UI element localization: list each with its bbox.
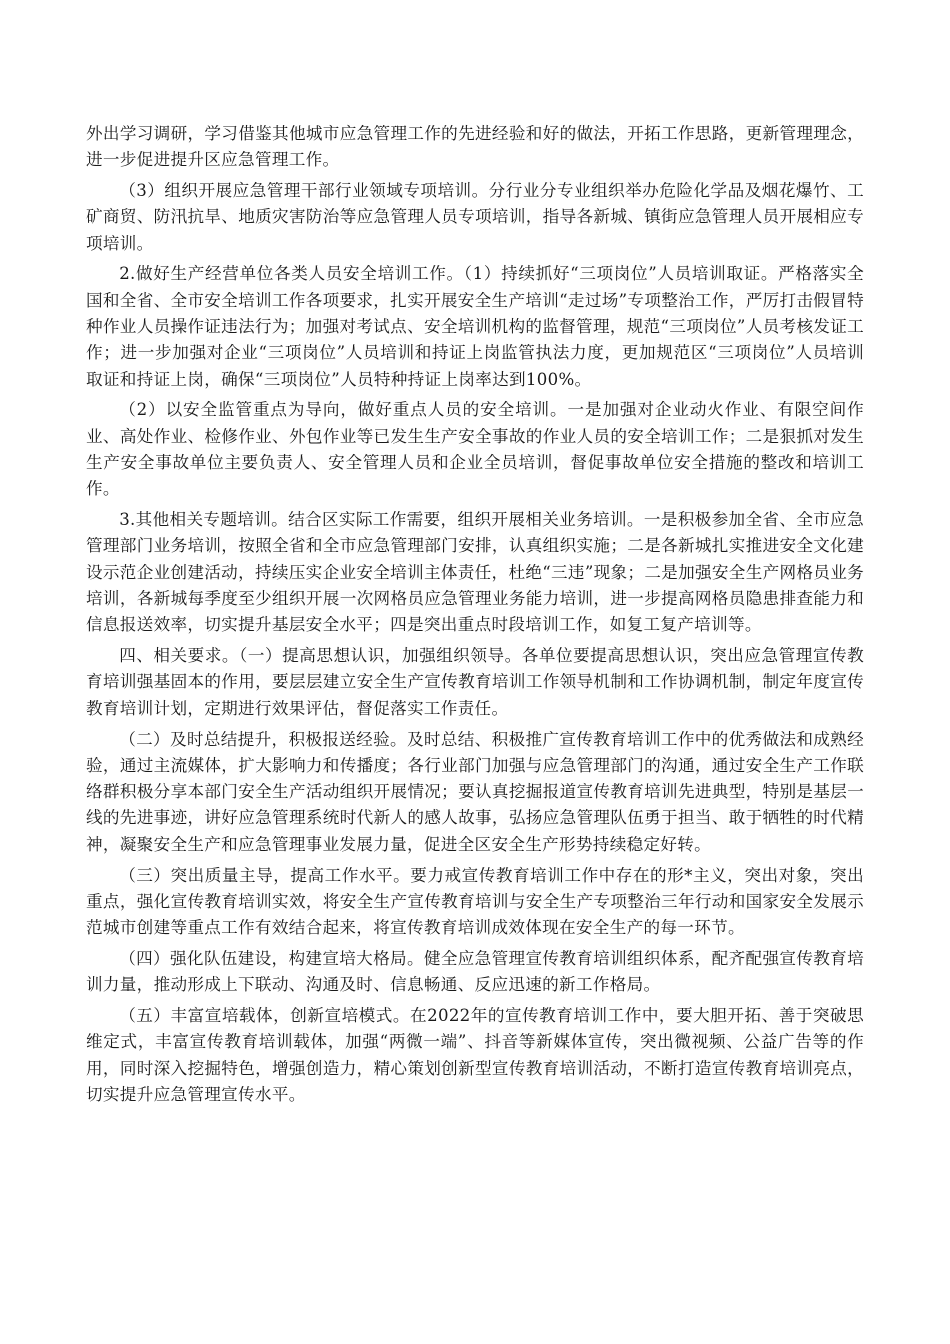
paragraph-other-training: 3.其他相关专题培训。结合区实际工作需要，组织开展相关业务培训。一是积极参加全省、全市应急管理部门业务培训，按照全省和全市应急管理部门安排，认真组织实施；二是各新城扎实推进安全文化建设示范企业创建活动，持续压实企业安全培训主体责任，杜绝“三违”现象；二是加强安全生产网格员业务培训，各新城每季度至少组织开展一次网格员应急管理业务能力培训，进一步提高网格员隐患排查能力和信息报送效率，切实提升基层安全水平；四是突出重点时段培训工作，如复工复产培训等。 (86, 510, 864, 635)
paragraph-quality: （三）突出质量主导，提高工作水平。要力戒宣传教育培训工作中存在的形*主义，突出对象，突出重点，强化宣传教育培训实效，将安全生产宣传教育培训与安全生产专项整治三年行动和国家安全发展示范城市创建等重点工作有效结合起来，将宣传教育培训成效体现在安全生产的每一环节。 (86, 865, 864, 938)
paragraph-innovation: （五）丰富宣培载体，创新宣培模式。在2022年的宣传教育培训工作中，要大胆开拓、善于突破思维定式，丰富宣传教育培训载体，加强“两微一端”、抖音等新媒体宣传，突出微视频、公益广告等的作用，同时深入挖掘特色，增强创造力，精心策划创新型宣传教育培训活动，不断打造宣传教育培训亮点，切实提升应急管理宣传水平。 (86, 1006, 864, 1104)
paragraph-team-building: （四）强化队伍建设，构建宣培大格局。健全应急管理宣传教育培训组织体系，配齐配强宣传教育培训力量，推动形成上下联动、沟通及时、信息畅通、反应迅速的新工作格局。 (86, 948, 864, 995)
paragraph-continuation: 外出学习调研，学习借鉴其他城市应急管理工作的先进经验和好的做法，开拓工作思路，更新管理理念，进一步促进提升区应急管理工作。 (86, 124, 864, 170)
paragraph-cadre-training: （3）组织开展应急管理干部行业领域专项培训。分行业分专业组织举办危险化学品及烟花爆竹、工矿商贸、防汛抗旱、地质灾害防治等应急管理人员专项培训，指导各新城、镇街应急管理人员开展相应专项培训。 (86, 181, 864, 253)
document-body (86, 121, 864, 1113)
paragraph-key-personnel: （2）以安全监管重点为导向，做好重点人员的安全培训。一是加强对企业动火作业、有限空间作业、高处作业、检修作业、外包作业等已发生生产安全事故的作业人员的安全培训工作；二是狠抓对发生生产安全事故单位主要负责人、安全管理人员和企业全员培训，督促事故单位安全措施的整改和培训工作。 (86, 400, 864, 499)
paragraph-enterprise-training: 2.做好生产经营单位各类人员安全培训工作。（1）持续抓好“三项岗位”人员培训取证。严格落实全国和全省、全市安全培训工作各项要求，扎实开展安全生产培训“走过场”专项整治工作，严厉打击假冒特种作业人员操作证违法行为；加强对考试点、安全培训机构的监督管理，规范“三项岗位”人员考核发证工作；进一步加强对企业“三项岗位”人员培训和持证上岗监管执法力度，更加规范区“三项岗位”人员培训取证和持证上岗，确保“三项岗位”人员特种持证上岗率达到100%。 (86, 264, 864, 389)
paragraph-summary-experience: （二）及时总结提升，积极报送经验。及时总结、积极推广宣传教育培训工作中的优秀做法和成熟经验，通过主流媒体，扩大影响力和传播度；各行业部门加强与应急管理部门的沟通，通过安全生产工作联络群积极分享本部门安全生产活动组织开展情况；要认真挖掘报道宣传教育培训先进典型，特别是基层一线的先进事迹，讲好应急管理系统时代新人的感人故事，弘扬应急管理队伍勇于担当、敢于牺牲的时代精神，凝聚安全生产和应急管理事业发展力量，促进全区安全生产形势持续稳定好转。 (86, 729, 864, 854)
paragraph-requirements: 四、相关要求。（一）提高思想认识，加强组织领导。各单位要提高思想认识，突出应急管理宣传教育培训强基固本的作用，要层层建立安全生产宣传教育培训工作领导机制和工作协调机制，制定年度宣传教育培训计划，定期进行效果评估，督促落实工作责任。 (86, 646, 864, 718)
